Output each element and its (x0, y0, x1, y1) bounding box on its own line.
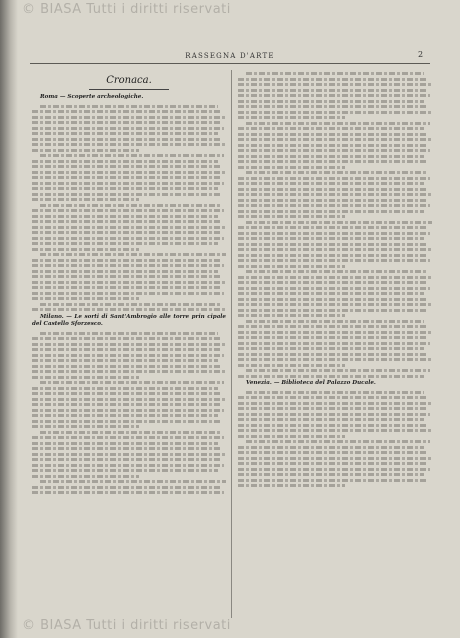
left-column (32, 70, 226, 618)
text-line (238, 342, 430, 345)
text-line (32, 165, 222, 168)
text-line (32, 171, 226, 174)
text-line (238, 292, 424, 295)
text-line (238, 402, 432, 405)
running-head: RASSEGNA D'ARTE (185, 52, 275, 60)
text-line (32, 275, 222, 278)
page-number: 2 (418, 50, 424, 59)
text-line (238, 336, 426, 339)
right-column (238, 70, 432, 618)
text-line (238, 451, 428, 454)
text-line (32, 354, 224, 357)
text-line (32, 486, 220, 489)
text-line (238, 375, 424, 378)
text-line (32, 149, 139, 152)
text-line (238, 259, 430, 262)
text-line (40, 480, 226, 483)
text-line (238, 309, 426, 312)
text-line (32, 264, 224, 267)
text-line (238, 479, 428, 482)
text-line (238, 226, 426, 229)
text-line (238, 232, 430, 235)
text-line (32, 458, 220, 461)
text-line (32, 176, 220, 179)
text-line (238, 347, 424, 350)
text-line (32, 348, 220, 351)
text-line (238, 473, 424, 476)
text-line (32, 127, 224, 130)
text-line (238, 298, 428, 301)
text-line (238, 215, 345, 218)
text-line (32, 414, 218, 417)
text-line (32, 281, 226, 284)
text-line (32, 475, 139, 478)
text-line (32, 187, 218, 190)
text-line (32, 143, 226, 146)
text-line (246, 270, 428, 273)
text-line (238, 144, 426, 147)
text-line (238, 353, 428, 356)
text-line (238, 429, 432, 432)
text-line (238, 204, 430, 207)
text-line (238, 287, 430, 290)
title-rule (89, 89, 169, 90)
text-line (32, 297, 139, 300)
text-line (32, 420, 222, 423)
text-line (238, 155, 424, 158)
text-line (40, 332, 218, 335)
text-line (32, 442, 218, 445)
text-line (40, 154, 224, 157)
text-line (32, 237, 224, 240)
text-line (32, 209, 224, 212)
text-line (32, 436, 224, 439)
binding-shadow (0, 0, 18, 638)
text-line (32, 242, 218, 245)
text-line (32, 231, 220, 234)
text-line (238, 243, 428, 246)
text-line (238, 199, 426, 202)
text-line (40, 303, 222, 306)
text-line (238, 138, 432, 141)
text-line (32, 226, 226, 229)
body-text-block (32, 332, 226, 495)
text-line (32, 453, 226, 456)
text-line (32, 259, 220, 262)
text-line (238, 276, 432, 279)
text-line (32, 447, 222, 450)
text-line (238, 116, 345, 119)
text-line (238, 210, 424, 213)
text-line (238, 89, 426, 92)
text-line (32, 464, 224, 467)
text-line (32, 198, 139, 201)
text-line (238, 314, 345, 317)
text-line (238, 254, 426, 257)
text-line (246, 391, 424, 394)
text-line (32, 409, 224, 412)
text-line (238, 413, 430, 416)
watermark-top: © BIASA Tutti i diritti riservati (22, 2, 231, 17)
text-line (32, 270, 218, 273)
article-roma (32, 94, 226, 102)
text-line (238, 166, 345, 169)
text-line (238, 364, 345, 367)
text-line (246, 72, 424, 75)
text-line (40, 204, 220, 207)
text-line (238, 105, 428, 108)
text-line (32, 370, 226, 373)
text-line (32, 160, 218, 163)
text-line (246, 122, 430, 125)
text-line (238, 325, 428, 328)
article-heading: Venezia. — Biblioteca del Palazzo Ducale. (246, 380, 376, 386)
text-line (32, 138, 222, 141)
text-line (238, 94, 430, 97)
text-line (238, 149, 430, 152)
body-text-block (238, 72, 432, 378)
text-line (32, 116, 226, 119)
text-line (32, 193, 222, 196)
text-line (238, 193, 432, 196)
text-line (238, 182, 424, 185)
text-line (238, 396, 428, 399)
text-line (238, 237, 424, 240)
text-line (32, 425, 139, 428)
text-line (238, 358, 432, 361)
text-line (32, 121, 220, 124)
text-line (238, 435, 345, 438)
text-line (238, 100, 424, 103)
watermark-bottom: © BIASA Tutti i diritti riservati (22, 618, 231, 633)
text-line (246, 221, 432, 224)
text-line (32, 286, 220, 289)
text-line (238, 83, 432, 86)
text-line (32, 343, 226, 346)
text-line (238, 111, 432, 114)
text-line (32, 308, 226, 311)
text-line (40, 381, 224, 384)
text-line (238, 248, 432, 251)
text-line (32, 248, 139, 251)
column-divider (231, 70, 232, 618)
article-milano (32, 314, 226, 329)
text-line (238, 484, 345, 487)
text-line (238, 265, 345, 268)
text-line (32, 491, 224, 494)
text-line (246, 440, 430, 443)
text-line (32, 469, 218, 472)
text-line (32, 403, 220, 406)
text-line (238, 462, 426, 465)
text-line (238, 303, 432, 306)
text-line (238, 468, 430, 471)
article-heading: Roma — Scoperte archeologiche. (40, 94, 144, 100)
text-line (238, 407, 426, 410)
text-line (32, 220, 222, 223)
text-line (32, 110, 222, 113)
body-text-block (238, 391, 432, 488)
text-line (32, 359, 218, 362)
text-line (40, 253, 226, 256)
text-line (32, 215, 218, 218)
text-line (246, 171, 426, 174)
text-line (238, 78, 428, 81)
text-line (238, 418, 424, 421)
text-line (238, 331, 432, 334)
text-line (32, 376, 139, 379)
text-line (238, 424, 428, 427)
section-title: Cronaca. (106, 75, 152, 86)
text-line (40, 431, 220, 434)
text-line (32, 182, 224, 185)
article-venezia (238, 380, 432, 388)
text-line (238, 446, 424, 449)
text-line (238, 457, 432, 460)
text-line (32, 387, 218, 390)
text-line (246, 369, 430, 372)
text-line (238, 160, 428, 163)
text-line (238, 177, 430, 180)
text-line (246, 320, 424, 323)
text-line (40, 105, 218, 108)
text-line (238, 281, 426, 284)
article-heading: Milano. — Le sorti di Sant'Ambrogio alle torre prin cipale del Castello Sforzesco. (32, 313, 226, 327)
body-text-block (32, 105, 226, 312)
text-line (32, 398, 226, 401)
text-line (32, 132, 218, 135)
text-line (238, 127, 424, 130)
text-line (32, 365, 222, 368)
header-rule (30, 63, 430, 64)
text-line (238, 188, 428, 191)
text-line (238, 133, 428, 136)
text-line (32, 292, 224, 295)
text-line (32, 392, 222, 395)
text-line (32, 337, 222, 340)
